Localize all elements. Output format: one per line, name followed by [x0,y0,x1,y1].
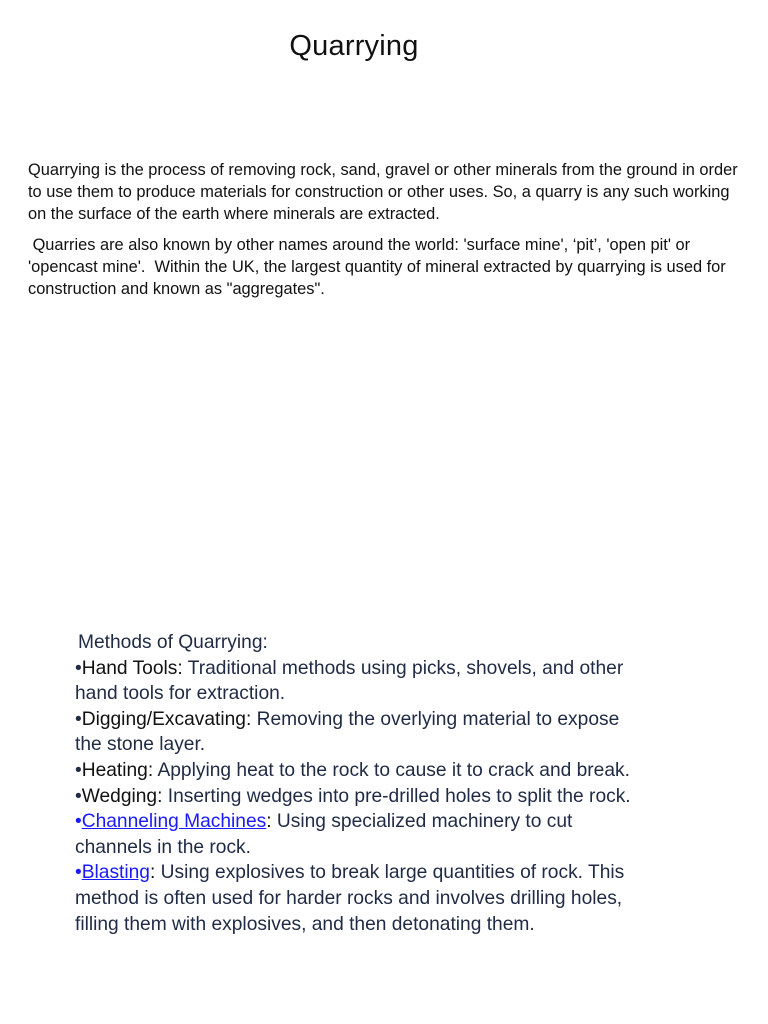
method-description: Using explosives to break large quantities of rock. This method is often used for harder rocks and involves drilling holes, filling them with explosives, and then detonating them. [75,862,625,935]
list-item-digging [75,707,635,758]
method-description: Traditional methods using picks, shovels, and other hand tools for extraction. [75,657,624,705]
intro-paragraph: Quarries are also known by other names around the world: 'surface mine', ‘pit’, 'open pit' or 'opencast mine'. Within the UK, the largest quantity of mineral extracted by quarrying is used for construction and known as "aggregates". [28,236,731,298]
list-item-wedging [75,784,635,810]
bullet-icon: • [75,811,82,833]
blasting-link[interactable]: Blasting [81,862,150,884]
list-item-heating [75,758,635,784]
method-term-colon: : [177,657,183,679]
bullet-icon: • [75,862,82,884]
list-item-channeling-machines [75,809,635,860]
method-term: Heating: [81,759,154,781]
method-term-colon: : [266,811,272,833]
list-item-blasting [75,860,635,937]
method-term: Hand Tools [81,657,178,679]
bullet-icon: • [75,785,82,807]
channeling-machines-link[interactable]: Channeling Machines [81,811,267,833]
method-description: Inserting wedges into pre-drilled holes to split the rock. [162,785,631,807]
method-term-colon: : [149,862,156,884]
method-description: Applying heat to the rock to cause it to crack and break. [153,759,630,781]
list-item-hand-tools [75,656,635,707]
method-description: Using specialized machinery to cut channels in the rock. [75,811,573,858]
methods-heading: Methods of Quarrying: [78,632,268,653]
page-title: Quarrying [289,30,419,62]
methods-list [75,630,635,937]
method-term: Wedging: [81,785,163,807]
bullet-icon: • [75,759,82,781]
method-term: Digging/Excavating: [81,708,252,730]
bullet-icon: • [75,657,82,679]
intro-section [28,159,748,309]
bullet-icon: • [75,708,82,730]
intro-paragraph: Quarrying is the process of removing rock, sand, gravel or other minerals from the ground in order to use them to produce materials for construction or other uses. So, a quarry is any such working on the surface of the earth where minerals are extracted. [28,161,738,223]
method-description: Removing the overlying material to expose the stone layer. [75,708,620,756]
